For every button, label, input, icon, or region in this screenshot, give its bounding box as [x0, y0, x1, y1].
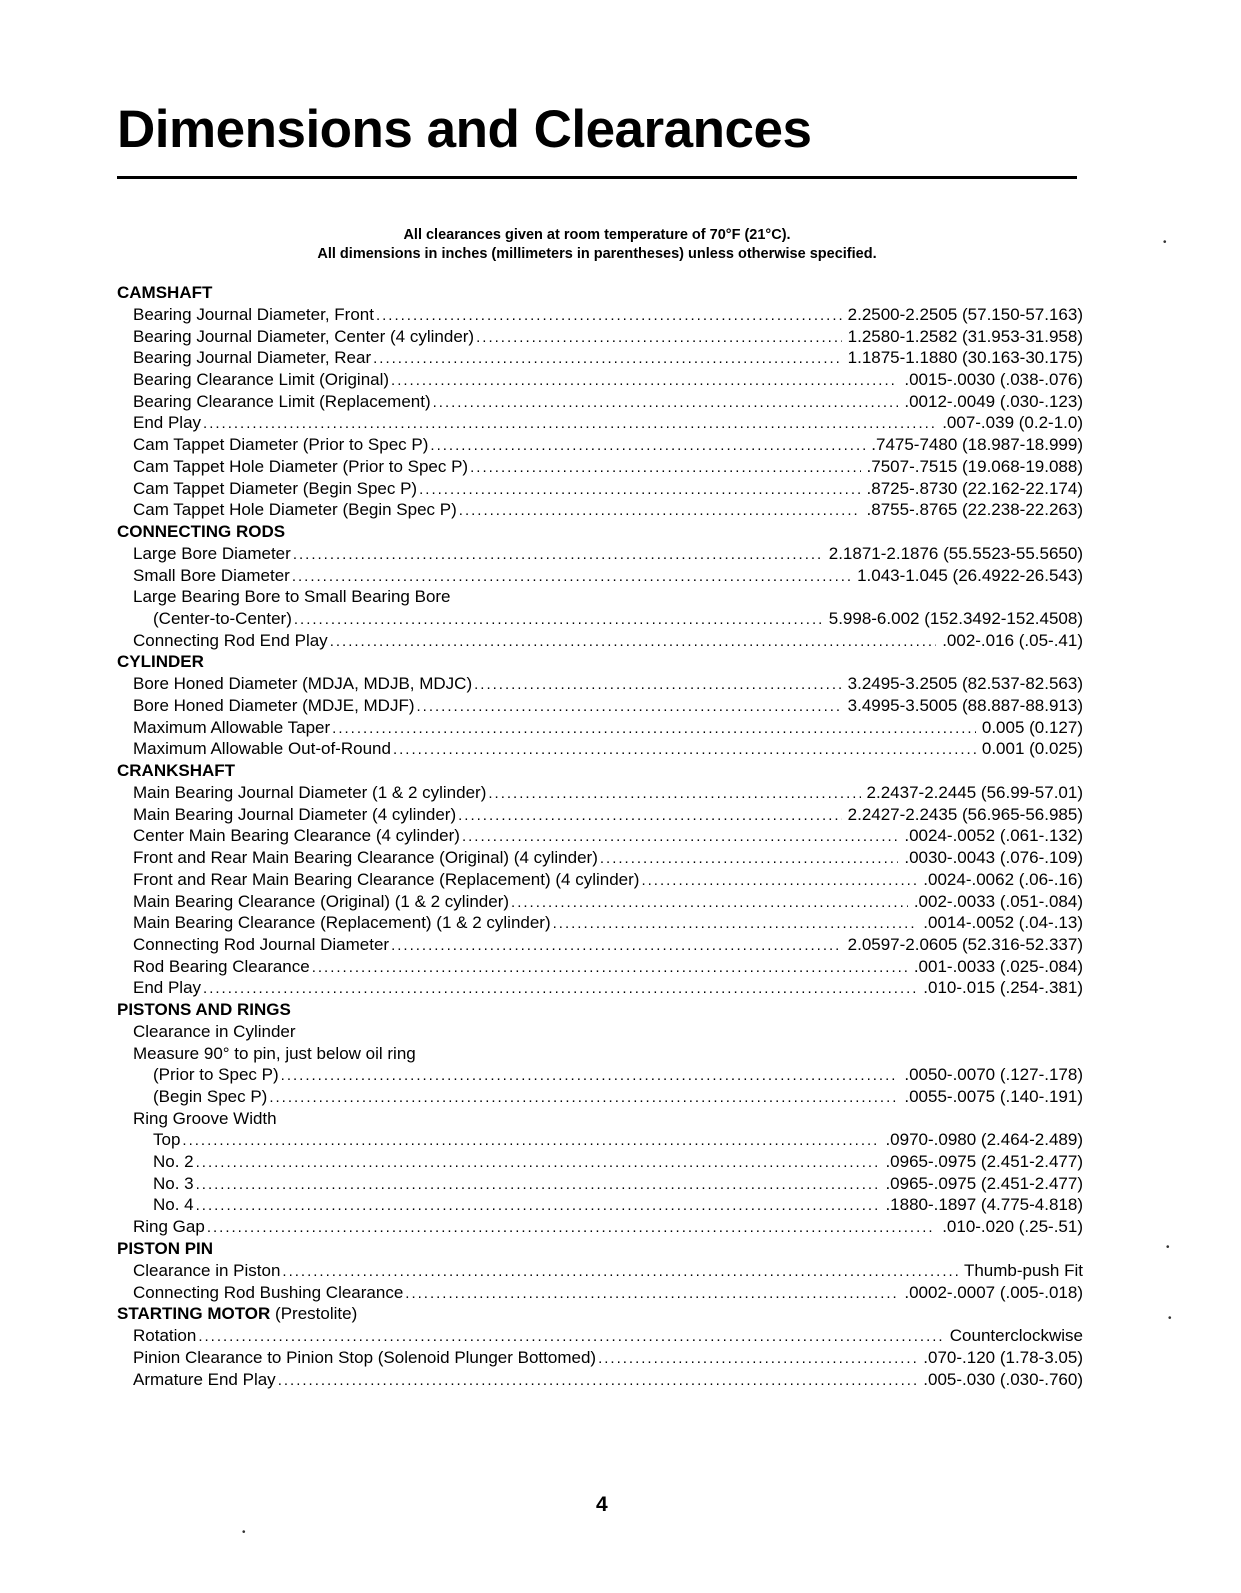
spec-row	[117, 1173, 1083, 1195]
dot-leader	[278, 1370, 918, 1391]
spec-label: No. 4	[153, 1195, 194, 1215]
dot-leader	[203, 978, 917, 999]
spec-row	[117, 891, 1083, 913]
dot-leader	[600, 848, 899, 869]
spec-row	[117, 499, 1083, 521]
spec-row	[117, 1194, 1083, 1216]
spec-value: 1.2580-1.2582 (31.953-31.958)	[847, 326, 1083, 346]
spec-row	[117, 956, 1083, 978]
spec-row	[117, 869, 1083, 891]
spec-row	[117, 630, 1083, 652]
page-number: 4	[596, 1493, 608, 1516]
spec-label: Rotation	[133, 1326, 197, 1346]
spec-label: Pinion Clearance to Pinion Stop (Solenoid Plunger Bottomed)	[133, 1347, 597, 1367]
spec-label: Bearing Journal Diameter, Rear	[133, 348, 372, 368]
spec-value: .0055-.0075 (.140-.191)	[904, 1087, 1083, 1106]
spec-label: Main Bearing Clearance (Replacement) (1 & 2 cylinder)	[133, 913, 551, 933]
dot-leader	[203, 413, 936, 434]
spec-label: Maximum Allowable Taper	[133, 717, 331, 737]
spec-row	[117, 478, 1083, 500]
section-heading	[117, 760, 1083, 782]
dot-leader	[312, 957, 908, 978]
spec-label: Main Bearing Clearance (Original) (1 & 2 cylinder)	[133, 891, 510, 911]
spec-row	[117, 825, 1083, 847]
dot-leader	[430, 435, 865, 456]
dot-leader	[488, 783, 860, 804]
spec-value: .002-.0033 (.051-.084)	[913, 891, 1083, 911]
dot-leader	[292, 566, 851, 587]
page-title: Dimensions and Clearances	[117, 100, 812, 159]
spec-row	[117, 673, 1083, 695]
spec-row	[117, 1021, 1083, 1043]
dot-leader	[269, 1087, 898, 1108]
spec-label: (Prior to Spec P)	[153, 1065, 279, 1085]
dot-leader	[641, 870, 917, 891]
spec-label: (Center-to-Center)	[153, 608, 292, 628]
spec-value: 3.4995-3.5005 (88.887-88.913)	[847, 696, 1083, 715]
spec-value: 0.001 (0.025)	[981, 739, 1083, 759]
units-note: All dimensions in inches (millimeters in parentheses) unless otherwise specified.	[317, 246, 877, 262]
scan-speck: •	[242, 1527, 246, 1538]
spec-label: End Play	[133, 978, 202, 998]
section-heading-note: (Prestolite)	[275, 1304, 358, 1324]
spec-value: .7475-7480 (18.987-18.999)	[871, 435, 1083, 455]
spec-value: Thumb-push Fit	[963, 1260, 1083, 1280]
spec-row	[117, 934, 1083, 956]
section-heading-text: CRANKSHAFT	[117, 761, 236, 781]
spec-value: 0.005 (0.127)	[981, 717, 1083, 737]
spec-row	[117, 695, 1083, 717]
spec-row	[117, 543, 1083, 565]
spec-row	[117, 1086, 1083, 1108]
spec-value: 5.998-6.002 (152.3492-152.4508)	[828, 608, 1083, 628]
spec-row	[117, 1064, 1083, 1086]
spec-row	[117, 847, 1083, 869]
spec-value: .007-.039 (0.2-1.0)	[942, 413, 1083, 433]
spec-value: 2.1871-2.1876 (55.5523-55.5650)	[828, 543, 1083, 563]
spec-label: End Play	[133, 413, 202, 433]
dot-leader	[198, 1326, 943, 1347]
dot-leader	[417, 696, 842, 717]
spec-value: .002-.016 (.05-.41)	[942, 630, 1083, 650]
spec-row	[117, 1282, 1083, 1304]
spec-label: Top	[153, 1130, 181, 1150]
title-divider	[117, 176, 1077, 179]
spec-label: Bore Honed Diameter (MDJE, MDJF)	[133, 696, 415, 715]
spec-value: .001-.0033 (.025-.084)	[913, 956, 1083, 976]
spec-label: Large Bore Diameter	[133, 543, 291, 563]
spec-value: .1880-.1897 (4.775-4.818)	[885, 1195, 1083, 1215]
spec-row	[117, 304, 1083, 326]
spec-label: Main Bearing Journal Diameter (1 & 2 cylinder)	[133, 783, 487, 803]
spec-label: (Begin Spec P)	[153, 1087, 268, 1106]
dot-leader	[458, 805, 842, 826]
section-heading-text: CONNECTING RODS	[117, 521, 286, 541]
section-heading	[117, 282, 1083, 304]
spec-value: .010-.020 (.25-.51)	[942, 1217, 1083, 1237]
spec-value: 2.2437-2.2445 (56.99-57.01)	[866, 783, 1083, 803]
spec-label: Measure 90° to pin, just below oil ring	[133, 1043, 416, 1063]
spec-value: .0002-.0007 (.005-.018)	[904, 1282, 1083, 1302]
dot-leader	[476, 327, 842, 348]
dot-leader	[598, 1348, 917, 1369]
spec-label: No. 3	[153, 1173, 194, 1193]
section-heading	[117, 651, 1083, 673]
dot-leader	[332, 718, 976, 739]
section-heading-text: STARTING MOTOR	[117, 1304, 271, 1324]
spec-row	[117, 412, 1083, 434]
spec-label: Connecting Rod End Play	[133, 630, 328, 650]
spec-label: Maximum Allowable Out-of-Round	[133, 739, 391, 759]
spec-row	[117, 608, 1083, 630]
dot-leader	[459, 500, 861, 521]
scan-speck: •	[1163, 237, 1167, 248]
section-heading-text: PISTONS AND RINGS	[117, 999, 291, 1019]
scan-speck: •	[1166, 1242, 1170, 1253]
spec-row	[117, 977, 1083, 999]
dot-leader	[393, 739, 976, 760]
spec-row	[117, 717, 1083, 739]
spec-label: Front and Rear Main Bearing Clearance (Replacement) (4 cylinder)	[133, 869, 640, 889]
spec-value: .0024-.0062 (.06-.16)	[923, 869, 1083, 889]
spec-row	[117, 1347, 1083, 1369]
section-heading-text: CYLINDER	[117, 652, 204, 672]
spec-value: .070-.120 (1.78-3.05)	[923, 1347, 1083, 1367]
spec-row	[117, 804, 1083, 826]
section-heading-text: CAMSHAFT	[117, 283, 213, 302]
spec-value: 2.0597-2.0605 (52.316-52.337)	[847, 934, 1083, 954]
spec-value: .0050-.0070 (.127-.178)	[904, 1065, 1083, 1085]
dot-leader	[330, 631, 937, 652]
spec-label: Ring Gap	[133, 1217, 205, 1237]
dot-leader	[376, 305, 842, 326]
dot-leader	[419, 479, 860, 500]
spec-row	[117, 347, 1083, 369]
spec-row	[117, 456, 1083, 478]
spec-value: 2.2427-2.2435 (56.965-56.985)	[847, 804, 1083, 824]
dot-leader	[282, 1261, 958, 1282]
dot-leader	[196, 1152, 880, 1173]
spec-row	[117, 1369, 1083, 1391]
spec-label: Cam Tappet Hole Diameter (Prior to Spec P)	[133, 456, 469, 476]
spec-label: Bearing Journal Diameter, Center (4 cylinder)	[133, 326, 475, 346]
dot-leader	[281, 1065, 899, 1086]
spec-label: Bearing Clearance Limit (Replacement)	[133, 391, 431, 411]
dot-leader	[196, 1195, 880, 1216]
dot-leader	[293, 544, 823, 565]
dot-leader	[462, 826, 898, 847]
spec-label: Clearance in Cylinder	[133, 1021, 296, 1041]
dot-leader	[294, 609, 823, 630]
spec-row	[117, 434, 1083, 456]
spec-value: .0014-.0052 (.04-.13)	[923, 913, 1083, 933]
spec-row	[117, 1260, 1083, 1282]
dot-leader	[196, 1174, 880, 1195]
section-heading	[117, 999, 1083, 1021]
spec-label: Bearing Journal Diameter, Front	[133, 305, 374, 324]
spec-value: .010-.015 (.254-.381)	[923, 978, 1083, 998]
spec-row	[117, 326, 1083, 348]
scan-speck: •	[1168, 1313, 1172, 1324]
specifications-list	[117, 282, 1083, 1390]
spec-row	[117, 1325, 1083, 1347]
spec-label: Large Bearing Bore to Small Bearing Bore	[133, 587, 451, 607]
spec-label: No. 2	[153, 1152, 194, 1172]
spec-row	[117, 782, 1083, 804]
spec-value: .7507-.7515 (19.068-19.088)	[866, 456, 1083, 476]
dot-leader	[553, 913, 918, 934]
spec-value: .0970-.0980 (2.464-2.489)	[885, 1130, 1083, 1150]
spec-label: Connecting Rod Bushing Clearance	[133, 1282, 404, 1302]
dot-leader	[391, 370, 898, 391]
spec-label: Front and Rear Main Bearing Clearance (Original) (4 cylinder)	[133, 848, 598, 868]
spec-label: Bearing Clearance Limit (Original)	[133, 370, 390, 390]
spec-value: .0015-.0030 (.038-.076)	[904, 370, 1083, 390]
spec-row	[117, 565, 1083, 587]
spec-row	[117, 738, 1083, 760]
spec-value: .0012-.0049 (.030-.123)	[904, 391, 1083, 411]
spec-row	[117, 1151, 1083, 1173]
spec-row	[117, 1043, 1083, 1065]
spec-value: .8725-.8730 (22.162-22.174)	[866, 478, 1083, 498]
dot-leader	[474, 674, 842, 695]
spec-label: Cam Tappet Diameter (Begin Spec P)	[133, 478, 418, 498]
dot-leader	[511, 892, 908, 913]
spec-row	[117, 391, 1083, 413]
section-heading	[117, 521, 1083, 543]
spec-value: 1.043-1.045 (26.4922-26.543)	[857, 565, 1083, 585]
spec-label: Bore Honed Diameter (MDJA, MDJB, MDJC)	[133, 674, 473, 694]
spec-value: Counterclockwise	[949, 1326, 1083, 1346]
spec-label: Armature End Play	[133, 1369, 276, 1389]
dot-leader	[182, 1130, 879, 1151]
spec-value: .0024-.0052 (.061-.132)	[904, 826, 1083, 846]
spec-row	[117, 1216, 1083, 1238]
spec-value: 2.2500-2.2505 (57.150-57.163)	[847, 305, 1083, 324]
section-heading	[117, 1303, 1083, 1325]
spec-value: 3.2495-3.2505 (82.537-82.563)	[847, 674, 1083, 694]
spec-label: Center Main Bearing Clearance (4 cylinder)	[133, 826, 460, 846]
spec-label: Ring Groove Width	[133, 1108, 277, 1128]
spec-row	[117, 1108, 1083, 1130]
spec-value: .0965-.0975 (2.451-2.477)	[885, 1152, 1083, 1172]
spec-value: .0965-.0975 (2.451-2.477)	[885, 1173, 1083, 1193]
spec-row	[117, 912, 1083, 934]
dot-leader	[433, 392, 899, 413]
dot-leader	[470, 457, 860, 478]
spec-value: .8755-.8765 (22.238-22.263)	[866, 500, 1083, 520]
spec-label: Small Bore Diameter	[133, 565, 290, 585]
spec-label: Cam Tappet Hole Diameter (Begin Spec P)	[133, 500, 457, 520]
spec-label: Main Bearing Journal Diameter (4 cylinder)	[133, 804, 457, 824]
spec-value: .005-.030 (.030-.760)	[923, 1369, 1083, 1389]
spec-label: Rod Bearing Clearance	[133, 956, 310, 976]
dot-leader	[207, 1217, 936, 1238]
spec-label: Clearance in Piston	[133, 1260, 281, 1280]
spec-row	[117, 369, 1083, 391]
spec-label: Cam Tappet Diameter (Prior to Spec P)	[133, 435, 429, 455]
spec-label: Connecting Rod Journal Diameter	[133, 934, 390, 954]
dot-leader	[373, 348, 842, 369]
spec-row	[117, 586, 1083, 608]
spec-value: 1.1875-1.1880 (30.163-30.175)	[847, 348, 1083, 368]
section-heading	[117, 1238, 1083, 1260]
spec-value: .0030-.0043 (.076-.109)	[904, 848, 1083, 868]
spec-row	[117, 1129, 1083, 1151]
dot-leader	[391, 935, 842, 956]
dot-leader	[405, 1283, 898, 1304]
section-heading-text: PISTON PIN	[117, 1238, 214, 1258]
temperature-note: All clearances given at room temperature of 70°F (21°C).	[403, 227, 791, 243]
